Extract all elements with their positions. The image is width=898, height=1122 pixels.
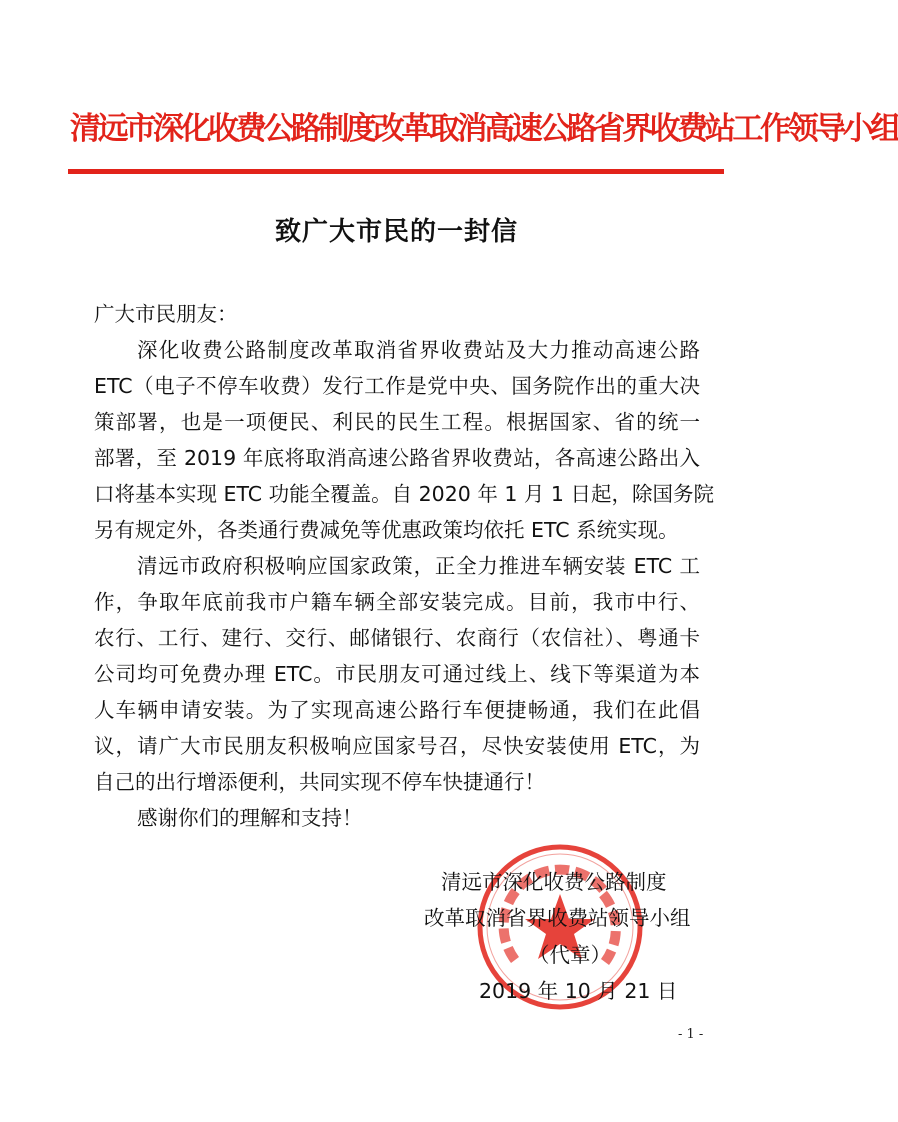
paragraph-1-line-6: 另有规定外，各类通行费减免等优惠政策均依托 ETC 系统实现。 bbox=[94, 518, 679, 542]
paragraph-2-line-5: 人车辆申请安装。为了实现高速公路行车便捷畅通，我们在此倡 bbox=[94, 698, 700, 722]
signature-date: 2019 年 10 月 21 日 bbox=[479, 979, 678, 1003]
paragraph-1-line-1: 深化收费公路制度改革取消省界收费站及大力推动高速公路 bbox=[137, 338, 700, 362]
signature-seal-note: （代章） bbox=[529, 943, 611, 967]
letter-title: 致广大市民的一封信 bbox=[274, 217, 518, 247]
salutation: 广大市民朋友： bbox=[94, 302, 238, 326]
paragraph-1-line-3: 策部署，也是一项便民、利民的民生工程。根据国家、省的统一 bbox=[94, 410, 700, 434]
page-number: - 1 - bbox=[678, 1027, 704, 1042]
letterhead-title: 清远市深化收费公路制度改革取消高速公路省界收费站工作领导小组 bbox=[70, 111, 898, 147]
paragraph-2-line-6: 议，请广大市民朋友积极响应国家号召，尽快安装使用 ETC，为 bbox=[94, 734, 700, 758]
paragraph-2-line-1: 清远市政府积极响应国家政策，正全力推进车辆安装 ETC 工 bbox=[137, 554, 700, 578]
paragraph-1-line-4: 部署，至 2019 年底将取消高速公路省界收费站，各高速公路出入 bbox=[94, 446, 700, 470]
paragraph-2-line-4: 公司均可免费办理 ETC。市民朋友可通过线上、线下等渠道为本 bbox=[94, 662, 700, 686]
signature-line-2: 改革取消省界收费站领导小组 bbox=[424, 906, 691, 930]
paragraph-2-line-7: 自己的出行增添便利，共同实现不停车快捷通行！ bbox=[94, 770, 545, 794]
letterhead-rule bbox=[68, 169, 724, 174]
paragraph-2-line-2: 作，争取年底前我市户籍车辆全部安装完成。目前，我市中行、 bbox=[94, 590, 700, 614]
closing-line: 感谢你们的理解和支持！ bbox=[137, 806, 363, 830]
signature-line-1: 清远市深化收费公路制度 bbox=[441, 870, 667, 894]
paragraph-2-line-3: 农行、工行、建行、交行、邮储银行、农商行（农信社）、粤通卡 bbox=[94, 626, 700, 650]
paragraph-1-line-2: ETC（电子不停车收费）发行工作是党中央、国务院作出的重大决 bbox=[94, 374, 700, 398]
paragraph-1-line-5: 口将基本实现 ETC 功能全覆盖。自 2020 年 1 月 1 日起，除国务院 bbox=[94, 482, 714, 506]
